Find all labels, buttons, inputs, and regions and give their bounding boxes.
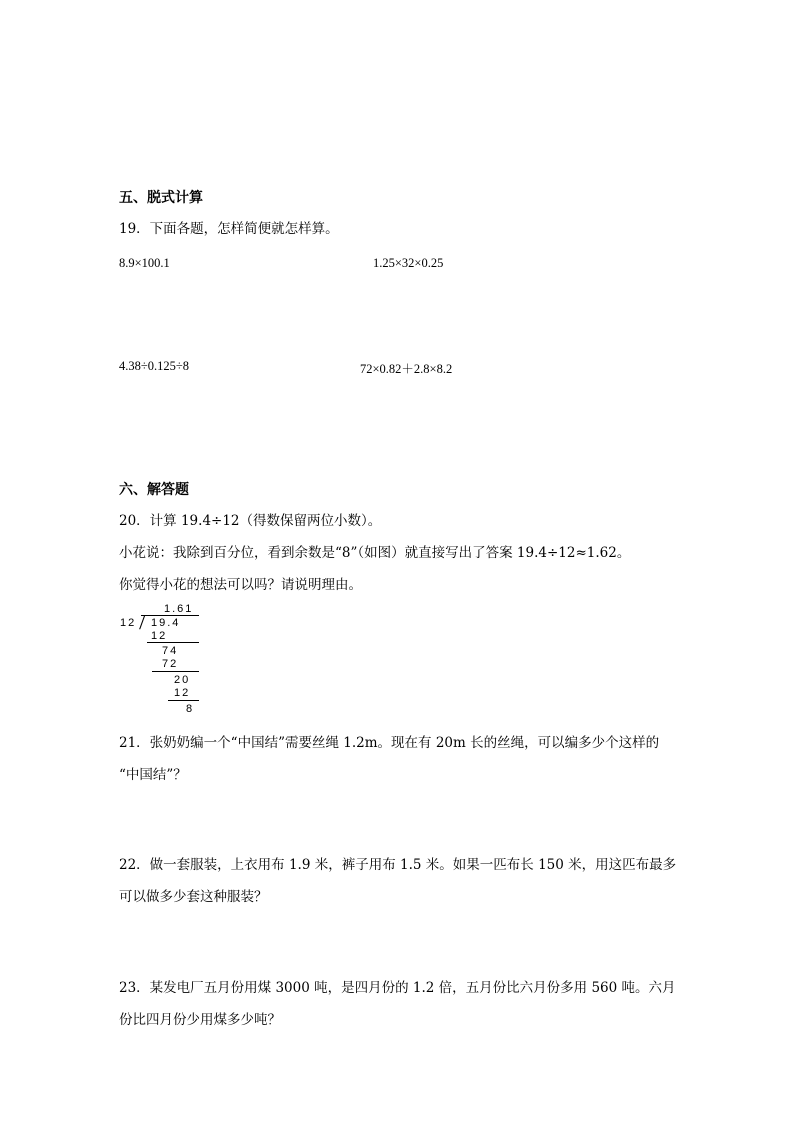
division-step-2: 74 <box>162 645 179 657</box>
question-22-line-1: 22．做一套服装，上衣用布 1.9 米，裤子用布 1.5 米。如果一匹布长 150 米，用这匹布最多 <box>119 857 677 873</box>
division-rule-2 <box>152 671 199 672</box>
expression-3: 4.38÷0.125÷8 <box>119 359 189 373</box>
question-20-line-2: 小花说：我除到百分位，看到余数是“8”（如图）就直接写出了答案 19.4÷12≈1.62。 <box>119 545 631 561</box>
division-step-4: 20 <box>174 674 191 686</box>
section-heading-6: 六、解答题 <box>119 482 189 498</box>
question-19-text: 19．下面各题，怎样简便就怎样算。 <box>119 221 339 237</box>
question-20-line-1: 20．计算 19.4÷12（得数保留两位小数）。 <box>119 513 382 529</box>
section-heading-5: 五、脱式计算 <box>119 190 203 206</box>
question-21-line-1: 21．张奶奶编一个“中国结”需要丝绳 1.2m。现在有 20m 长的丝绳，可以编多少个这样的 <box>119 735 660 751</box>
question-23-line-1: 23．某发电厂五月份用煤 3000 吨，是四月份的 1.2 倍，五月份比六月份多用 560 吨。六月 <box>119 980 676 996</box>
division-divisor: 12 <box>120 617 137 629</box>
division-step-6: 8 <box>186 703 195 715</box>
division-step-3: 72 <box>162 658 179 670</box>
question-23-line-2: 份比四月份少用煤多少吨？ <box>119 1012 281 1028</box>
division-dividend: 19.4 <box>151 617 181 629</box>
division-rule-3 <box>168 700 199 701</box>
division-bracket-side: | <box>137 614 148 630</box>
division-rule-1 <box>147 642 199 643</box>
expression-1: 8.9×100.1 <box>119 256 170 270</box>
division-quotient: 1.61 <box>164 603 194 615</box>
expression-2: 1.25×32×0.25 <box>373 256 444 270</box>
question-21-line-2: “中国结”？ <box>119 767 187 783</box>
question-20-line-3: 你觉得小花的想法可以吗？请说明理由。 <box>119 577 362 593</box>
division-step-5: 12 <box>174 687 191 699</box>
question-22-line-2: 可以做多少套这种服装？ <box>119 889 268 905</box>
division-bracket-top <box>141 615 199 616</box>
expression-4: 72×0.82＋2.8×8.2 <box>360 362 453 376</box>
division-step-1: 12 <box>151 630 168 642</box>
